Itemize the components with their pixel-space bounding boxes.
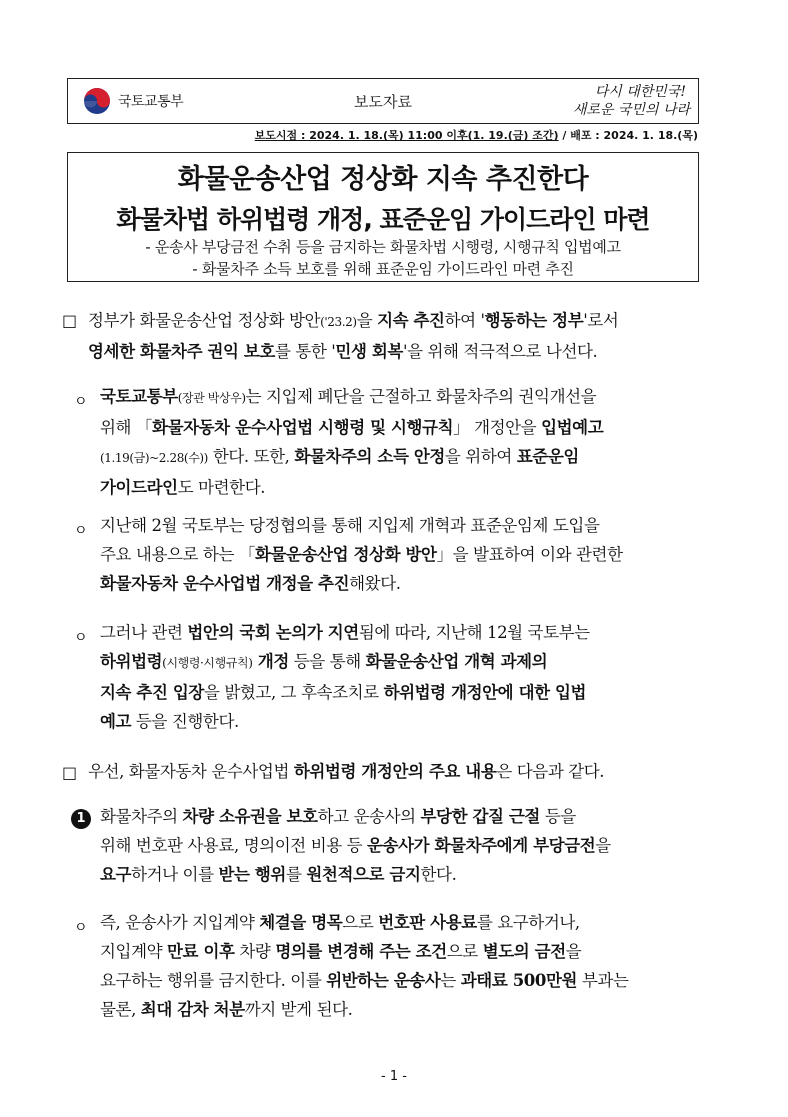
distribution-date: / 배포 : 2024. 1. 18.(목) — [558, 129, 698, 142]
subheadline: 화물차법 하위법령 개정, 표준운임 가이드라인 마련 — [116, 205, 650, 234]
paragraph-7: 즉, 운송사가 지입계약 체결을 명목으로 번호판 사용료를 요구하거나, 지입계약 만료 이후 차량 명의를 변경해 주는 조건으로 별도의 금전을 요구하는 행위를 금지한다. 이를 위반하는 운송사는 과태료 500만원 부과는 물론, 최대 감차 처분까지 받게 된다. — [100, 913, 629, 1019]
summary-line-1: - 운송사 부당금전 수취 등을 금지하는 화물차법 시행령, 시행규칙 입법예고 — [145, 238, 621, 256]
headline: 화물운송산업 정상화 지속 추진한다 — [177, 164, 589, 195]
number-1-bullet: 1 — [71, 809, 91, 829]
slogan — [540, 81, 690, 123]
ministry-name: 국토교통부 — [118, 94, 184, 110]
slogan-line2: 새로운 국민의 나라 — [572, 102, 690, 118]
title-box — [67, 152, 699, 282]
paragraph-6: 화물차주의 차량 소유권을 보호하고 운송사의 부당한 갑질 근절 등을 위해 번호판 사용료, 명의이전 비용 등 운송사가 화물차주에게 부당금전을 요구하거나 이를 받는 행위를 원천적으로 금지한다. — [100, 807, 611, 884]
paragraph-2: 국토교통부(장관 박상우)는 지입제 폐단을 근절하고 화물차주의 권익개선을 위해 「화물자동차 운수사업법 시행령 및 시행규칙」 개정안을 입법예고 (1.19(금)~2.28(수)) 한다. 또한, 화물차주의 소득 안정을 위하여 표준운임 가이드라인도 마련한다. — [100, 387, 604, 497]
square-bullet: □ — [62, 311, 78, 330]
paragraph-5: 우선, 화물자동차 운수사업법 하위법령 개정안의 주요 내용은 다음과 같다. — [88, 762, 605, 781]
circle-bullet: ㅇ — [74, 920, 88, 936]
page-number: - 1 - — [381, 1069, 407, 1084]
paragraph-1: 정부가 화물운송산업 정상화 방안('23.2)을 지속 추진하여 '행동하는 정부'로서 영세한 화물차주 권익 보호를 통한 '민생 회복'을 위해 적극적으로 나선다. — [88, 311, 619, 361]
release-label: 보도자료 — [354, 93, 412, 111]
summary-line-2: - 화물차주 소득 보호를 위해 표준운임 가이드라인 마련 추진 — [192, 260, 574, 278]
circle-bullet: ㅇ — [74, 394, 88, 410]
embargo-time: 보도시점 : 2024. 1. 18.(목) 11:00 이후(1. 19.(금) 조간) — [254, 129, 559, 142]
slogan-line1: 다시 대한민국! — [594, 84, 686, 100]
embargo-info — [214, 127, 698, 143]
paragraph-3: 지난해 2월 국토부는 당정협의를 통해 지입제 개혁과 표준운임제 도입을 주요 내용으로 하는 「화물운송산업 정상화 방안」을 발표하여 이와 관련한 화물자동차 운수사업법 개정을 추진해왔다. — [100, 516, 623, 593]
circle-bullet: ㅇ — [74, 630, 88, 646]
circle-bullet: ㅇ — [74, 523, 88, 539]
square-bullet: □ — [62, 763, 78, 782]
header-box — [67, 78, 699, 124]
paragraph-4: 그러나 관련 법안의 국회 논의가 지연됨에 따라, 지난해 12월 국토부는 하위법령(시행령·시행규칙) 개정 등을 통해 화물운송산업 개혁 과제의 지속 추진 입장을 밝혔고, 그 후속조치로 하위법령 개정안에 대한 입법 예고 등을 진행한다. — [100, 623, 590, 731]
